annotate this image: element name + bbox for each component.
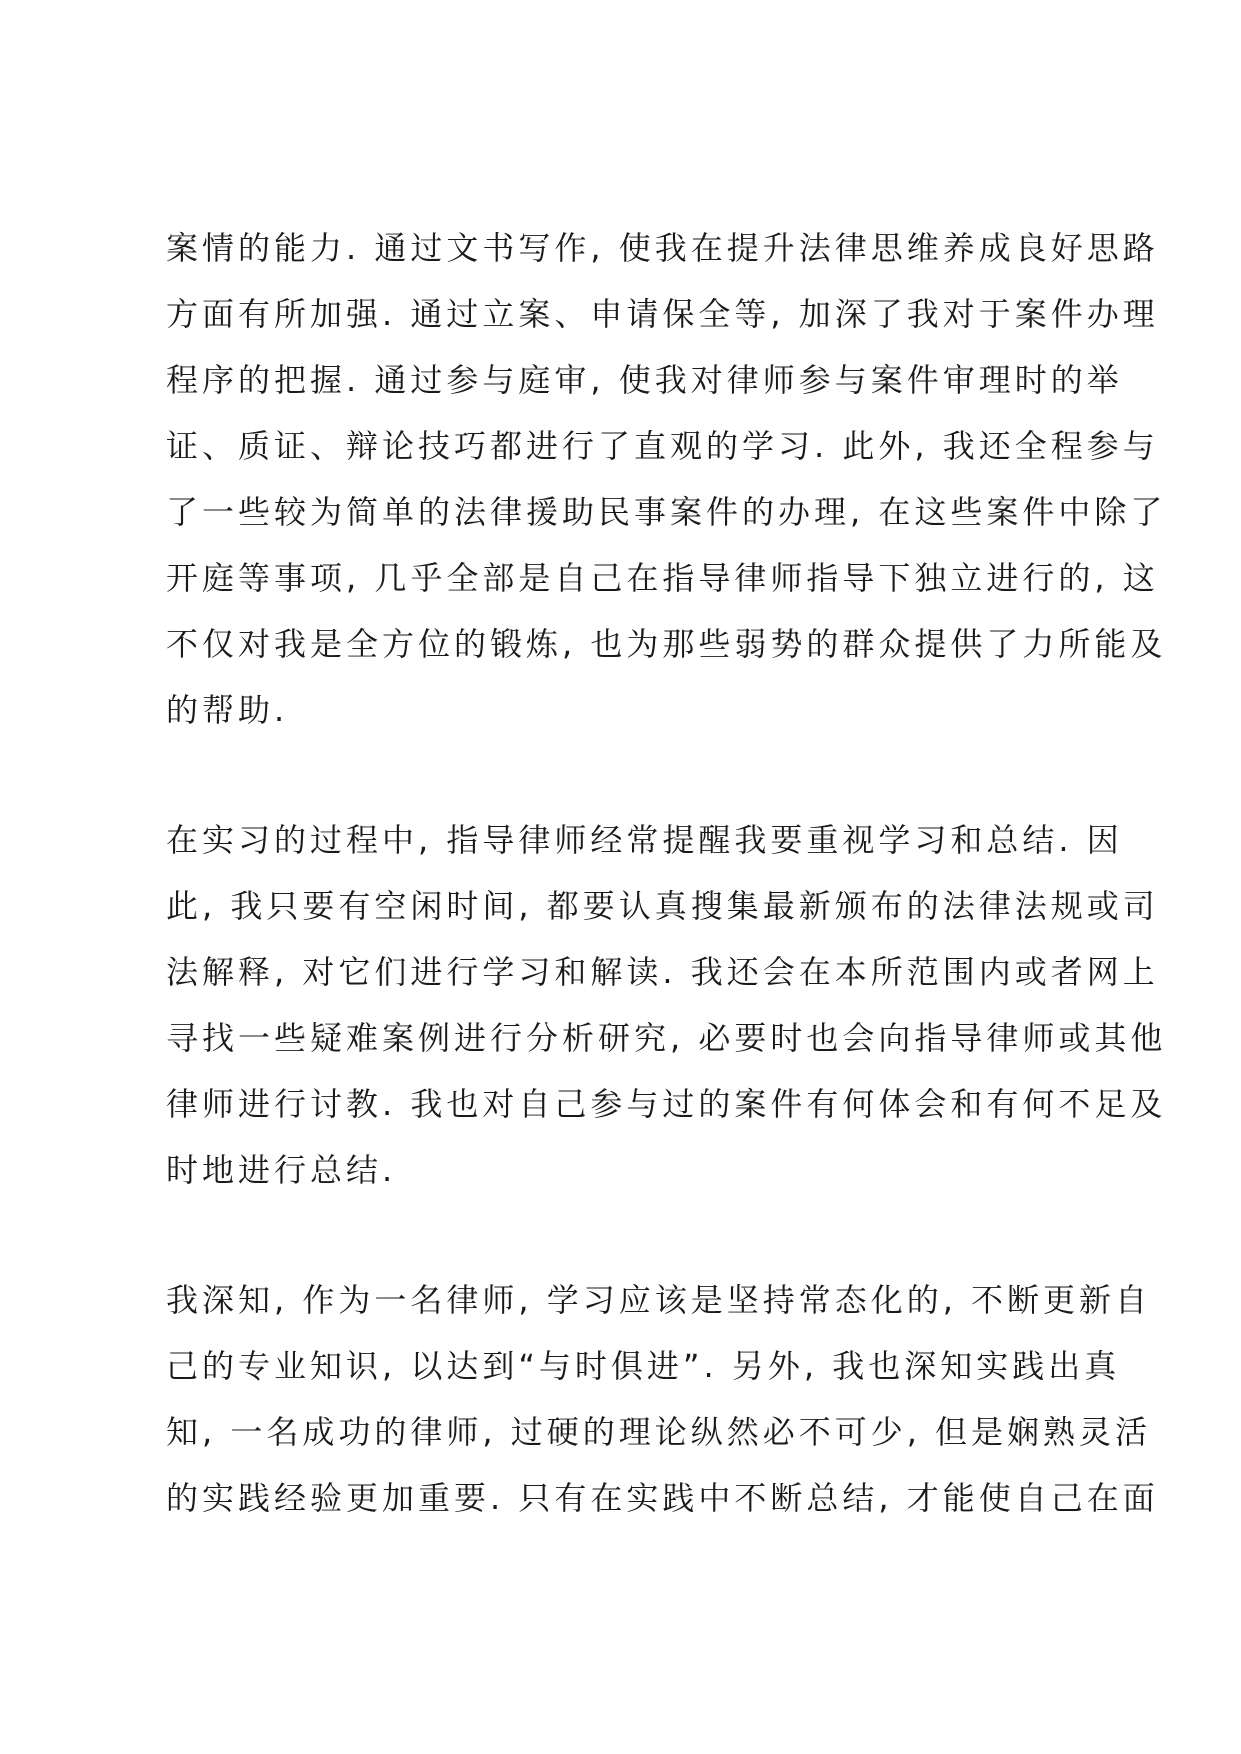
paragraph-2: [166, 818, 1167, 1214]
text-line: 此, 我只要有空闲时间, 都要认真搜集最新颁布的法律法规或司: [166, 887, 1159, 925]
text-line: 开庭等事项, 几乎全部是自己在指导律师指导下独立进行的, 这: [166, 559, 1159, 597]
text-line: 的实践经验更加重要. 只有在实践中不断总结, 才能使自己在面: [166, 1479, 1159, 1517]
text-line: 时地进行总结.: [166, 1151, 397, 1189]
text-line: 在实习的过程中, 指导律师经常提醒我要重视学习和总结. 因: [166, 821, 1123, 859]
paragraph-spacer: [166, 1214, 1106, 1278]
text-line: 证、质证、辩论技巧都进行了直观的学习. 此外, 我还全程参与: [166, 427, 1159, 465]
paragraph-spacer: [166, 754, 1106, 818]
text-line: 程序的把握. 通过参与庭审, 使我对律师参与案件审理时的举: [166, 361, 1123, 399]
text-line: 己的专业知识, 以达到“与时俱进”. 另外, 我也深知实践出真: [166, 1347, 1121, 1385]
text-line: 我深知, 作为一名律师, 学习应该是坚持常态化的, 不断更新自: [166, 1281, 1152, 1319]
text-line: 的帮助.: [166, 691, 289, 729]
text-line: 方面有所加强. 通过立案、申请保全等, 加深了我对于案件办理: [166, 295, 1159, 333]
text-line: 案情的能力. 通过文书写作, 使我在提升法律思维养成良好思路: [166, 229, 1159, 267]
text-line: 律师进行讨教. 我也对自己参与过的案件有何体会和有何不足及: [166, 1085, 1167, 1123]
paragraph-3: [166, 1278, 1159, 1542]
document-body: [166, 226, 1167, 1542]
text-line: 知, 一名成功的律师, 过硬的理论纵然必不可少, 但是娴熟灵活: [166, 1413, 1152, 1451]
text-line: 不仅对我是全方位的锻炼, 也为那些弱势的群众提供了力所能及: [166, 625, 1167, 663]
text-line: 了一些较为简单的法律援助民事案件的办理, 在这些案件中除了: [166, 493, 1167, 531]
text-line: 寻找一些疑难案例进行分析研究, 必要时也会向指导律师或其他: [166, 1019, 1167, 1057]
text-line: 法解释, 对它们进行学习和解读. 我还会在本所范围内或者网上: [166, 953, 1159, 991]
paragraph-1: [166, 226, 1167, 754]
